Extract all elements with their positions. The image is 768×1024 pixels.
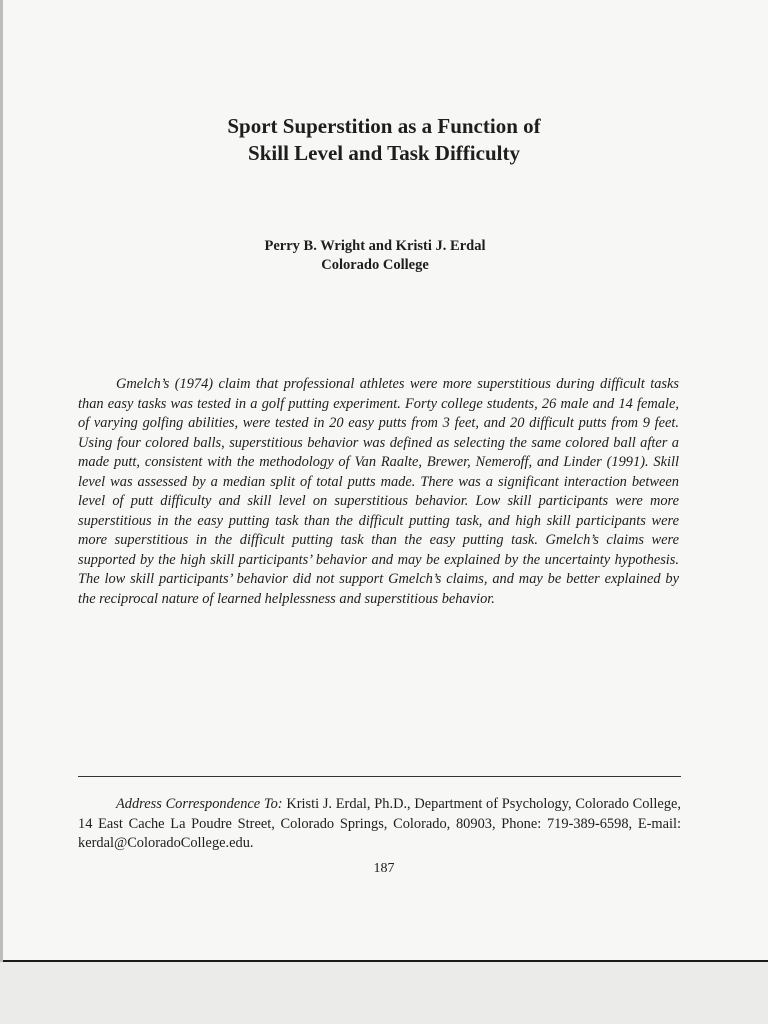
correspondence-details: Kristi J. Erdal, Ph.D., Department of Psychology, Colorado College, 14 East Cache La Poudre Street, Colorado Springs, Colorado, 80903, Phone: 719-389-6598, E-mail: kerdal@ColoradoCollege.edu. <box>78 796 681 851</box>
author-affiliation: Colorado College <box>321 257 429 273</box>
article-authors: Perry B. Wright and Kristi J. Erdal <box>264 238 486 254</box>
footnote-divider <box>78 776 681 777</box>
abstract-paragraph: Gmelch’s (1974) claim that professional athletes were more superstitious during difficult tasks than easy tasks was tested in a golf putting experiment. Forty college students, 26 male and 14 female, of varying golfing abilities, were tested in 20 easy putts from 3 feet, and 20 difficult putts from 9 feet. Using four colored balls, superstitious behavior was defined as selecting the same colored ball after a made putt, consistent with the methodology of Van Raalte, Brewer, Nemeroff, and Linder (1991). Skill level was assessed by a median split of total putts made. There was a significant interaction between level of putt difficulty and skill level on superstitious behavior. Low skill participants were more superstitious in the easy putting task than the difficult putting task, and high skill participants were more superstitious in the difficult putting task than the easy putting task. Gmelch’s claims were supported by the high skill participants’ behavior and may be explained by the uncertainty hypothesis. The low skill participants’ behavior did not support Gmelch’s claims, and may be better explained by the reciprocal nature of learned helplessness and superstitious behavior. <box>78 376 679 607</box>
article-title: Sport Superstition as a Function of Skill Level and Task Difficulty <box>227 114 541 165</box>
scan-background <box>0 962 768 1024</box>
page-number: 187 <box>373 861 395 876</box>
correspondence-footnote <box>78 795 681 854</box>
correspondence-label: Address Correspondence To: <box>116 796 283 812</box>
